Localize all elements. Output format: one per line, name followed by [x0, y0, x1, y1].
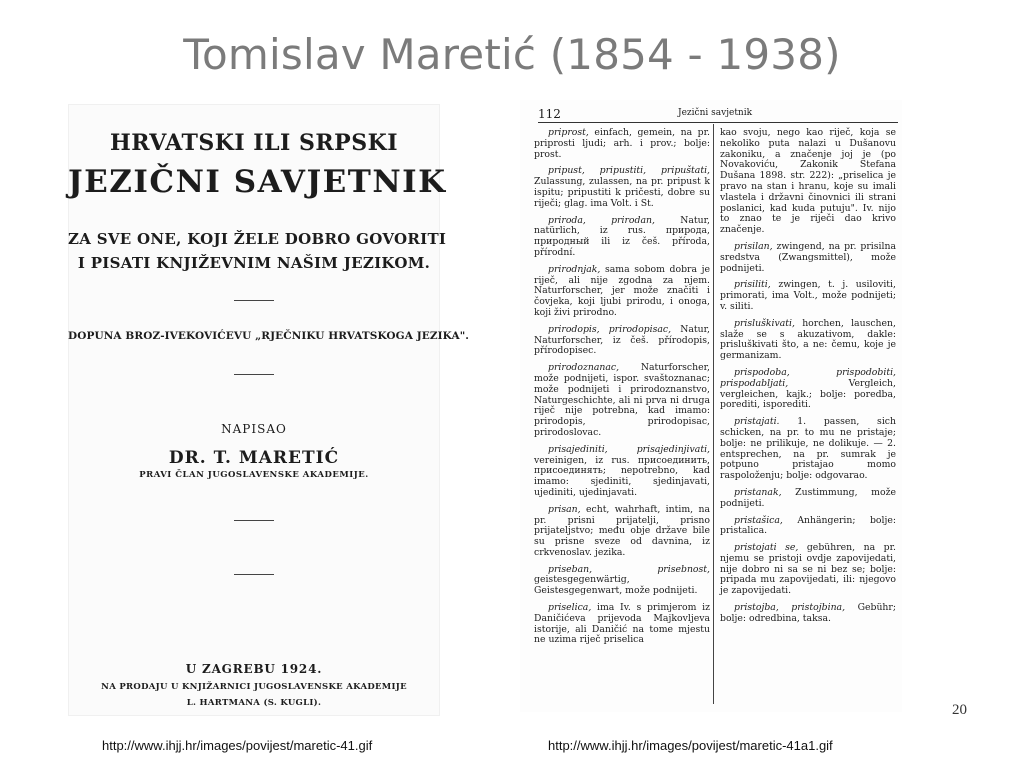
entry-text: kao svoju, nego kao riječ, koja se nekoliko puta nalazi u Dušanovu zakoniku, a značenje joj je (po Novakoviću, Zakonik Stefana Dušana 1898. str. 222): „priselica je pravo na stan i hranu, koje su imali vlastela i državni činovnici ili strani poslanici, kad kuda putuju". Iv. nijo to znao te je riječi dao krivo značenje.	[720, 127, 896, 236]
dictionary-entry	[720, 128, 896, 236]
entry-text: Zulassung, zulassen, na pr. pripust k ispitu; pripustiti k pričesti, dobre su riječi; glag. ima Volt. i St.	[534, 176, 710, 209]
dictionary-entry	[720, 417, 896, 482]
entry-text: geistesgegenwärtig, Geistesgegenwart, može podnijeti.	[534, 574, 698, 597]
dictionary-entry	[534, 565, 710, 597]
dictionary-page-number: 112	[538, 107, 561, 121]
source-link-left[interactable]: http://www.ihjj.hr/images/povijest/maretic-41.gif	[102, 738, 373, 753]
book-title-line2: JEZIČNI SAVJETNIK	[68, 164, 447, 200]
entry-headword: prirodopis, prirodopisac,	[548, 323, 672, 335]
entry-text: Gebühr; bolje: odredbina, taksa.	[720, 602, 896, 624]
entry-text: zwingend, na pr. prisilna sredstva (Zwangsmittel), može podnijeti.	[720, 240, 896, 274]
dictionary-entry	[720, 319, 896, 362]
entry-headword: prirodoznanac,	[548, 362, 620, 374]
entry-headword: prirodnjak,	[548, 263, 601, 275]
slide-number: 20	[952, 702, 967, 718]
book-title-line1: HRVATSKI ILI SRPSKI	[109, 130, 399, 156]
dictionary-entry	[534, 166, 710, 209]
dictionary-entry	[720, 368, 896, 411]
entry-text: Natur, natürlich, iz rus. природа, природный ili iz češ. příroda, přírodní.	[534, 214, 710, 258]
title-page-scan	[68, 104, 470, 716]
dictionary-entry	[534, 505, 710, 559]
entry-text: sama sobom dobra je riječ, ali nije zgodna za njem. Naturforscher, jer može značiti i čovjeka, koji ljubi prirodu, i onoga, koji živi prirodno.	[534, 263, 710, 318]
entry-text: Anhängerin; bolje: pristalica.	[720, 514, 896, 537]
entry-headword: prisan,	[548, 503, 581, 515]
dictionary-entry	[534, 363, 710, 439]
entry-text: ima Iv. s primjerom iz Daničićeva prijevoda Majkovljeva istorije, ali Daničić na tome mjestu ne uzima riječ priselica	[534, 602, 710, 646]
entry-headword: pristojba, pristojbina,	[734, 602, 846, 614]
dictionary-left-column	[534, 128, 710, 652]
entry-text: Naturforscher, može podnijeti, ispor. svaštoznanac; može podnijeti i prirodoznanstvo, Naturgeschichte, ali ni prva ni druga riječ nije potrebna, kad imamo: prirodopis, prirodopisac, prirodoslovac.	[534, 362, 710, 438]
author-title: PRAVI ČLAN JUGOSLAVENSKE AKADEMIJE.	[139, 470, 369, 480]
dictionary-entry	[534, 128, 710, 160]
entry-headword: priroda, prirodan,	[548, 214, 655, 226]
dictionary-page-scan	[520, 100, 902, 712]
entry-text: zwingen, t. j. usiloviti, primorati, ima Volt., može podnijeti; v. siliti.	[720, 279, 896, 312]
entry-headword: pristašica,	[734, 514, 783, 526]
divider-rule	[234, 300, 274, 301]
entry-headword: priprost,	[548, 127, 589, 138]
written-by-label: NAPISAO	[221, 422, 287, 436]
dictionary-right-column	[720, 128, 896, 631]
dictionary-entry	[534, 603, 710, 646]
entry-headword: pristojati se,	[734, 542, 799, 554]
entry-text: Natur, Naturforscher, iz češ. přírodopis, přírodopisec.	[534, 323, 710, 357]
entry-headword: prisiliti,	[734, 279, 771, 291]
dictionary-entry	[720, 516, 896, 538]
entry-headword: pripust, pripustiti, pripuštati,	[548, 165, 710, 177]
entry-headword: prispodoba, prispodobiti, prispodabljati,	[720, 366, 896, 389]
dictionary-entry	[534, 265, 710, 319]
column-divider	[713, 124, 714, 704]
entry-text: echt, wahrhaft, intim, na pr. prisni prijatelji, prisno prijateljstvo; među obje države bile su prisne sveze od davnina, iz crkvenoslav. jezika.	[534, 503, 710, 558]
dictionary-entry	[534, 216, 710, 259]
book-addendum: DOPUNA BROZ-IVEKOVIĆEVU „RJEČNIKU HRVATSKOGA JEZIKA".	[68, 330, 470, 342]
slide-title: Tomislav Maretić (1854 - 1938)	[183, 30, 841, 79]
dictionary-entry	[720, 280, 896, 312]
entry-headword: priseban, prisebnost,	[548, 563, 710, 575]
dictionary-entry	[720, 488, 896, 510]
entry-headword: pristajati.	[734, 416, 780, 428]
dictionary-entry	[534, 325, 710, 357]
entry-headword: pristanak,	[734, 486, 782, 498]
dictionary-page-header	[538, 108, 898, 123]
publisher-line2: L. HARTMANA (S. KUGLI).	[186, 698, 322, 708]
source-link-right[interactable]: http://www.ihjj.hr/images/povijest/maretic-41a1.gif	[548, 738, 833, 753]
publication-place-year: U ZAGREBU 1924.	[185, 662, 323, 676]
divider-rule	[234, 574, 274, 575]
divider-rule	[234, 520, 274, 521]
entry-headword: prisajediniti, prisajedinjivati,	[548, 443, 710, 455]
dictionary-running-head: Jezični savjetnik	[678, 108, 753, 118]
book-subtitle-line1: ZA SVE ONE, KOJI ŽELE DOBRO GOVORITI	[68, 230, 447, 248]
entry-text: vereinigen, iz rus. присоединить, присоединять; nepotrebno, kad imamo: sjediniti, sjedinjavati, ujediniti, ujedinjavati.	[534, 454, 710, 498]
dictionary-entry	[720, 242, 896, 274]
entry-text: Zustimmung, može podnijeti.	[720, 486, 896, 509]
entry-headword: priselica,	[548, 602, 592, 614]
entry-text: gebühren, na pr. njemu se pristoji ovdje zapovijedati, nije dobro ni sa se ni bez se; bolje: pripada mu zapovijedati, ili: njegovo je zapovijedati.	[720, 542, 896, 597]
entry-headword: prisluškivati,	[734, 317, 795, 329]
entry-text: horchen, lauschen, slaže se s akuzativom, dakle: prisluškivati što, a ne: čemu, koje je germanizam.	[720, 317, 896, 362]
entry-text: Vergleich, vergleichen, kajk.; bolje: poredba, porediti, isporediti.	[720, 377, 896, 411]
dictionary-entry	[720, 603, 896, 625]
divider-rule	[234, 374, 274, 375]
entry-text: einfach, gemein, na pr. priprosti ljudi; arh. i prov.; bolje: prost.	[534, 127, 710, 160]
entry-text: 1. passen, sich schicken, na pr. to mu ne pristaje; bolje: ne prilikuje, ne dolikuje. — 2. entsprechen, na pr. sumrak je potpuno pristajao momo raspoloženju; bolje: odgovarao.	[720, 416, 896, 482]
dictionary-entry	[720, 543, 896, 597]
publisher-line1: NA PRODAJU U KNJIŽARNICI JUGOSLAVENSKE AKADEMIJE	[101, 682, 407, 692]
book-author: DR. T. MARETIĆ	[168, 448, 340, 468]
dictionary-entry	[534, 445, 710, 499]
book-subtitle-line2: I PISATI KNJIŽEVNIM NAŠIM JEZIKOM.	[77, 254, 431, 272]
entry-headword: prisilan,	[734, 240, 773, 252]
